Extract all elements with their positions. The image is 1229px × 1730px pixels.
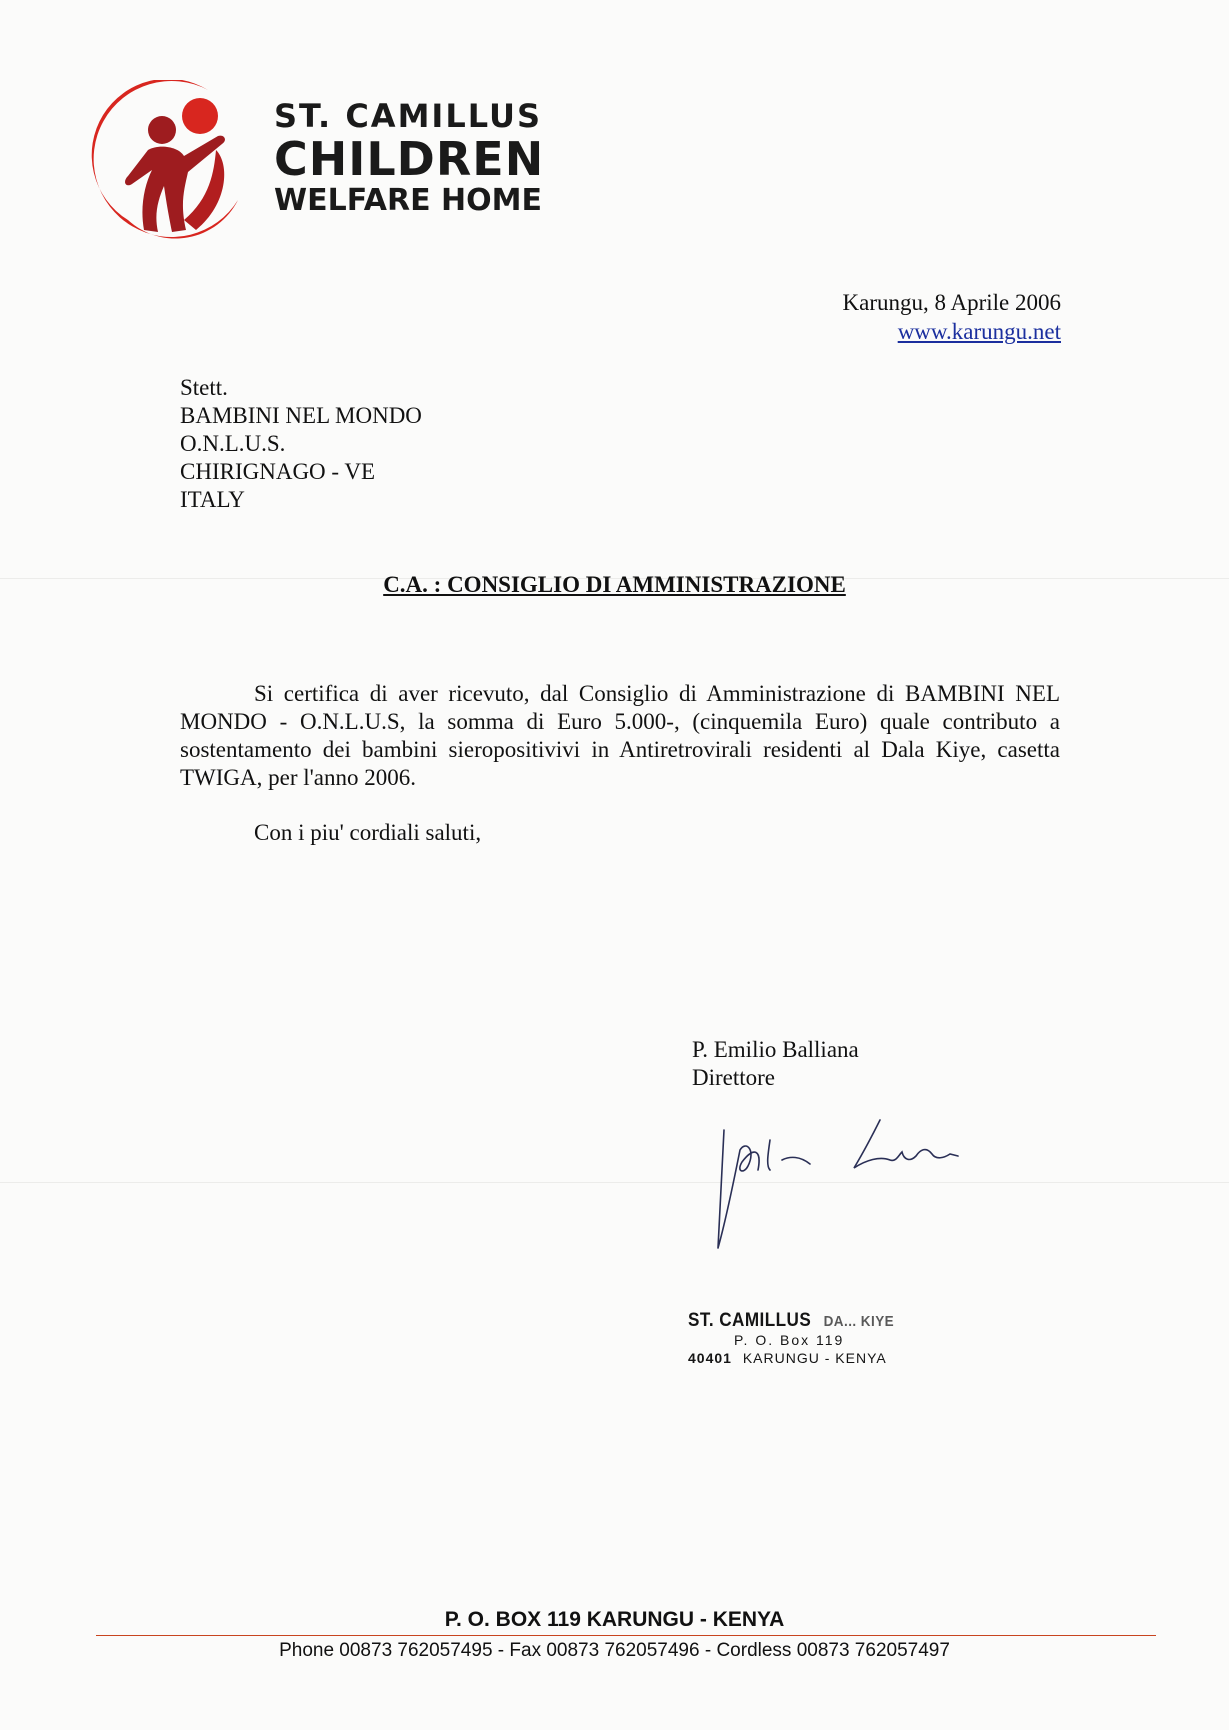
stamp-postal-code: 40401 (688, 1350, 732, 1366)
letter-body (180, 680, 1060, 792)
footer-rule (96, 1635, 1156, 1636)
org-line-1: ST. CAMILLUS (274, 97, 542, 135)
recipient-line: CHIRIGNAGO - VE (180, 459, 376, 484)
signatory-title: Direttore (692, 1065, 776, 1090)
website-link[interactable]: www.karungu.net (897, 319, 1061, 344)
closing-line: Con i piu' cordiali saluti, (254, 820, 482, 845)
subject-line: C.A. : CONSIGLIO DI AMMINISTRAZIONE (383, 572, 846, 597)
body-paragraph: Si certifica di aver ricevuto, dal Consiglio di Amministrazione di BAMBINI NEL MONDO - O.N.L.U.S, la somma di Euro 5.000-, (cinquemila Euro) quale contributo a sostentamento dei bambini sieropositivivi in Antiretrovirali residenti al Dala Kiye, casetta TWIGA, per l'anno 2006. (180, 681, 1060, 790)
children-logo-icon (88, 80, 256, 248)
stamp-line-1 (688, 1312, 894, 1331)
org-line-2: CHILDREN (274, 132, 545, 186)
stamp-name-tail: DA... KIYE (823, 1313, 895, 1330)
signatory-name: P. Emilio Balliana (692, 1037, 859, 1062)
recipient-salutation: Stett. (180, 375, 228, 400)
footer-address: P. O. BOX 119 KARUNGU - KENYA (444, 1608, 785, 1631)
organization-stamp (688, 1312, 917, 1367)
stamp-line-3 (688, 1349, 917, 1367)
fold-crease (0, 1182, 1229, 1183)
recipient-line: BAMBINI NEL MONDO (180, 403, 422, 428)
stamp-line-2: P. O. Box 119 (734, 1332, 845, 1348)
signatory-block (692, 1036, 859, 1092)
date-line: Karungu, 8 Aprile 2006 (842, 290, 1061, 315)
recipient-line: O.N.L.U.S. (180, 431, 286, 456)
stamp-city: KARUNGU - KENYA (742, 1350, 887, 1366)
recipient-address (180, 374, 422, 514)
handwritten-signature (700, 1110, 1020, 1260)
organization-name (274, 97, 545, 218)
date-block (843, 288, 1061, 346)
org-line-3: WELFARE HOME (274, 183, 542, 218)
recipient-line: ITALY (180, 487, 245, 512)
footer-contacts: Phone 00873 762057495 - Fax 00873 762057496 - Cordless 00873 762057497 (279, 1640, 950, 1661)
stamp-name: ST. CAMILLUS (688, 1310, 812, 1331)
